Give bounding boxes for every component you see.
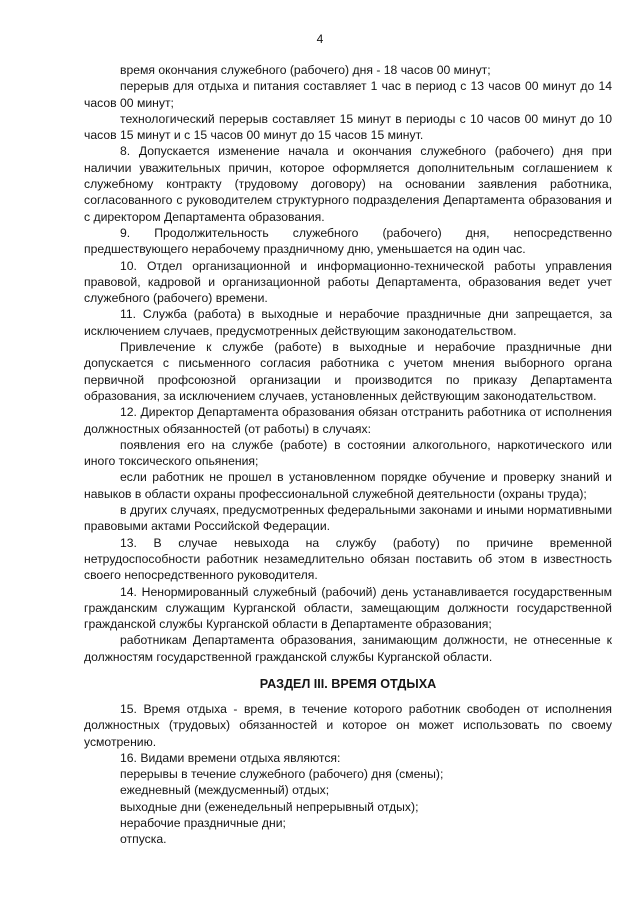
paragraph: технологический перерыв составляет 15 минут в периоды с 10 часов 00 минут до 10 часов 15 минут и с 15 часов 00 минут до 15 часов 15 минут. [84,111,612,143]
paragraph: если работник не прошел в установленном порядке обучение и проверку знаний и навыков в области охраны профессиональной служебной деятельности (охраны труда); [84,470,612,501]
paragraph: 9. Продолжительность служебного (рабочего) дня, непосредственно предшествующего нерабочему праздничному дню, уменьшается на один час. [84,225,612,257]
paragraph: перерыв для отдыха и питания составляет 1 час в период с 13 часов 00 минут до 14 часов 00 минут; [84,79,612,110]
page-number: 4 [316,32,324,46]
document-body [84,62,612,848]
paragraph: Привлечение к службе (работе) в выходные и нерабочие праздничные дни допускается с письменного согласия работника с учетом мнения выборного органа первичной профсоюзной организации и производится по приказу Департамента образования, за исключением случаев, установленных действующим законодательством. [84,340,612,403]
paragraph: 13. В случае невыхода на службу (работу) по причине временной нетрудоспособности работник незамедлительно обязан поставить об этом в известность своего непосредственного руководителя. [84,535,612,583]
paragraph: время окончания служебного (рабочего) дня - 18 часов 00 минут; [120,63,491,77]
paragraph: 14. Ненормированный служебный (рабочий) день устанавливается государственным гражданским служащим Курганской области, замещающим должности государственной гражданской службы Курганской области в Департаменте образования; [84,584,612,632]
paragraph: 10. Отдел организационной и информационно-технической работы управления правовой, кадровой и организационной работы Департамента, образования ведет учет служебного (рабочего) времени. [84,258,612,306]
list-item: нерабочие праздничные дни; [120,816,286,831]
list-item: ежедневный (междусменный) отдых; [120,783,330,798]
paragraph: 16. Видами времени отдыха являются: [120,750,341,765]
list-item: выходные дни (еженедельный непрерывный отдых); [120,799,419,814]
paragraph: в других случаях, предусмотренных федеральными законами и иными нормативными правовыми актами Российской Федерации. [84,503,612,534]
paragraph: появления его на службе (работе) в состоянии алкогольного, наркотического или иного токсического опьянения; [84,437,612,469]
paragraph: 15. Время отдыха - время, в течение которого работник свободен от исполнения должностных (трудовых) обязанностей и которое он может использовать по своему усмотрению. [84,701,612,749]
paragraph: работникам Департамента образования, занимающим должности, не отнесенные к должностям государственной гражданской службы Курганской области. [84,633,612,664]
paragraph: 11. Служба (работа) в выходные и нерабочие праздничные дни запрещается, за исключением случаев, предусмотренных действующим законодательством. [84,307,612,338]
list-item: отпуска. [120,832,167,847]
section-heading: РАЗДЕЛ III. ВРЕМЯ ОТДЫХА [259,676,437,691]
list-item: перерывы в течение служебного (рабочего) дня (смены); [120,767,444,782]
paragraph: 12. Директор Департамента образования обязан отстранить работника от исполнения должностных обязанностей (от работы) в случаях: [84,405,612,436]
paragraph: 8. Допускается изменение начала и окончания служебного (рабочего) дня при наличии уважительных причин, которое оформляется дополнительным соглашением к служебному контракту (трудовому договору) на основании заявления работника, согласованного с руководителем структурного подразделения Департамента образования и с директором Департамента образования. [84,144,612,224]
